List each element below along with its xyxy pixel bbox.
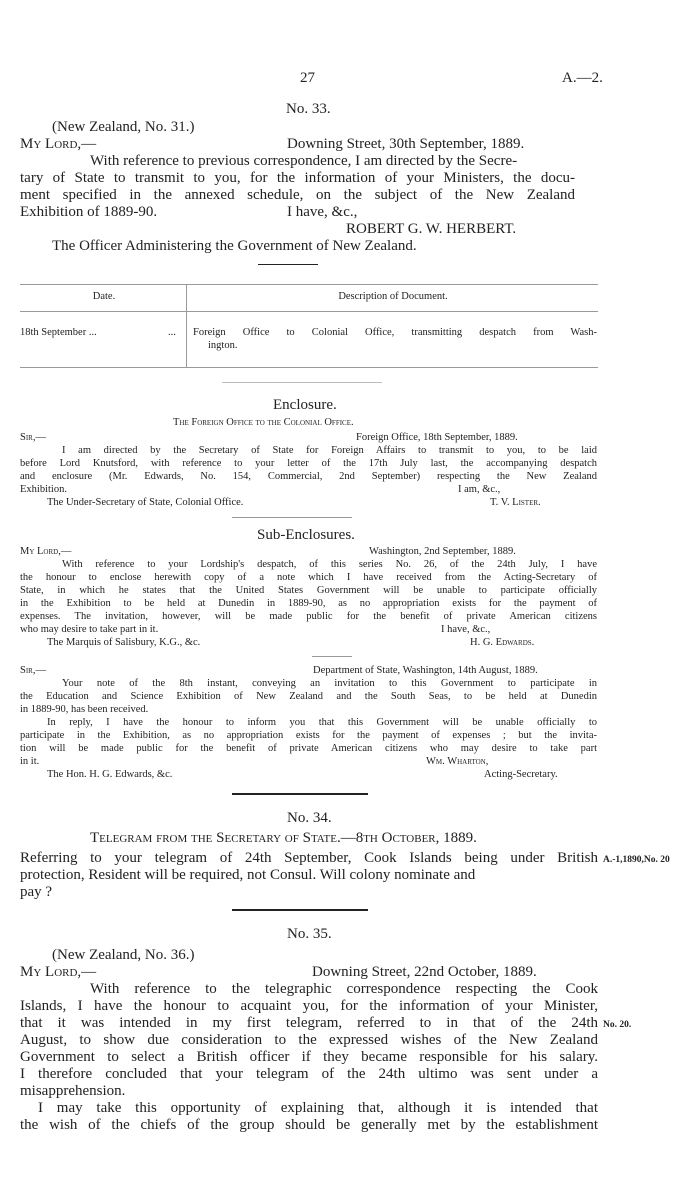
no34-body-line: pay ?	[20, 884, 53, 900]
sub1-body-line: expenses. The invitation, however, will be made public for the benefit of private American citizens	[20, 611, 597, 622]
enclosure-place-date: Foreign Office, 18th September, 1889.	[356, 432, 518, 443]
enclosure-subtitle: The Foreign Office to the Colonial Office.	[173, 417, 354, 428]
no35-body-line: I may take this opportunity of explaining that, although it is intended that	[38, 1100, 598, 1116]
sub2-body-line: In reply, I have the honour to inform you that this Government will be unable officially to	[47, 717, 597, 728]
section-divider	[232, 909, 368, 911]
sub2-body-line: the Education and Science Exhibition of New Zealand and the South Seas, to be held at Dunedin	[20, 691, 597, 702]
no33-dispatch-number: (New Zealand, No. 31.)	[52, 119, 195, 135]
enclosure-closing: I am, &c.,	[458, 484, 501, 495]
no35-body-line: Government to select a British officer if they became responsible for his salary.	[20, 1049, 598, 1065]
sub1-place-date: Washington, 2nd September, 1889.	[369, 546, 516, 557]
section-divider	[232, 793, 368, 795]
no34-title: Telegram from the Secretary of State.—8th October, 1889.	[90, 830, 477, 846]
sub1-body-line: State, in which he states that the United States Government will be unable to participate officially	[20, 585, 597, 596]
no35-body-line: the wish of the chiefs of the group should be generally met by the establishment	[20, 1117, 598, 1133]
no33-closing: I have, &c.,	[287, 204, 358, 220]
page-number: 27	[300, 70, 315, 86]
enclosure-divider	[232, 517, 352, 518]
no33-place-date: Downing Street, 30th September, 1889.	[287, 136, 525, 152]
sub2-body-line: tion will be made public for the benefit of private American citizens who may desire to take part	[20, 743, 597, 754]
no35-body-line: I therefore concluded that your telegram of the 24th ultimo was sent under a	[20, 1066, 598, 1082]
no33-body-line: tary of State to transmit to you, for the information of your Ministers, the docu-	[20, 170, 575, 186]
enclosure-body-line: I am directed by the Secretary of State for Foreign Affairs to transmit to you, to be laid	[62, 445, 597, 456]
schedule-top-rule	[20, 284, 598, 285]
no34-body-line: Referring to your telegram of 24th September, Cook Islands being under British	[20, 850, 598, 866]
schedule-column-divider	[186, 284, 187, 368]
schedule-row-leader: ...	[168, 327, 176, 338]
enclosure-body-line: before Lord Knutsford, with reference to your letter of the 17th July last, the accompanying despatch	[20, 458, 597, 469]
no35-margin-reference: No. 20.	[603, 1020, 632, 1030]
sub1-closing: I have, &c.,	[441, 624, 491, 635]
schedule-under-rule	[222, 382, 382, 383]
schedule-header-rule	[20, 311, 598, 312]
schedule-row-description-cont: ington.	[208, 340, 238, 351]
enclosure-body-line: and enclosure (Mr. Edwards, No. 154, Commercial, 2nd September) respecting the New Zealand	[20, 471, 597, 482]
sub-enclosure-divider	[312, 656, 352, 657]
schedule-row-date: 18th September ...	[20, 327, 97, 338]
no34-body-line: protection, Resident will be required, not Consul. Will colony nominate and	[20, 867, 476, 883]
no33-body-line: With reference to previous correspondence, I am directed by the Secre-	[90, 153, 518, 169]
sub2-salutation: Sir,—	[20, 665, 46, 676]
no33-addressee: The Officer Administering the Government of New Zealand.	[52, 238, 417, 254]
sub2-signature: Wm. Wharton,	[426, 756, 489, 767]
sub2-body-line: Your note of the 8th instant, conveying an invitation to this Government to participate in	[62, 678, 597, 689]
enclosure-salutation: Sir,—	[20, 432, 46, 443]
no35-body-line: Islands, I have the honour to acquaint you, for the information of your Minister,	[20, 998, 598, 1014]
no33-salutation: My Lord,—	[20, 136, 97, 152]
sub1-body-line: With reference to your Lordship's despatch, of this series No. 26, of the 24th July, I have	[62, 559, 597, 570]
schedule-header-description: Description of Document.	[338, 291, 448, 302]
sub2-body-line: participate in the Exhibition, as no appropriation exists for the payment of expenses ; but the invita-	[20, 730, 597, 741]
no35-dispatch-number: (New Zealand, No. 36.)	[52, 947, 195, 963]
schedule-header-date: Date.	[92, 291, 116, 302]
no34-margin-reference: A.-1,1890,No. 20	[603, 855, 670, 865]
no35-body-line: August, to show due consideration to the expressed wishes of the New Zealand	[20, 1032, 598, 1048]
no33-body-line: Exhibition of 1889-90.	[20, 204, 158, 220]
no35-salutation: My Lord,—	[20, 964, 97, 980]
sub1-salutation: My Lord,—	[20, 546, 72, 557]
enclosure-signature: T. V. Lister.	[490, 497, 541, 508]
schedule-row-description: Foreign Office to Colonial Office, transmitting despatch from Wash-	[193, 327, 597, 338]
no33-signature: ROBERT G. W. HERBERT.	[346, 221, 517, 237]
section-divider	[258, 264, 318, 265]
sub1-body-line: who may desire to take part in it.	[20, 624, 159, 635]
no34-heading: No. 34.	[287, 810, 332, 826]
sub2-body-line: in it.	[20, 756, 40, 767]
sub2-place-date: Department of State, Washington, 14th August, 1889.	[313, 665, 538, 676]
sub-enclosures-heading: Sub-Enclosures.	[257, 527, 355, 543]
paper-reference: A.—2.	[562, 70, 603, 86]
enclosure-body-line: Exhibition.	[20, 484, 67, 495]
no35-heading: No. 35.	[287, 926, 332, 942]
sub1-body-line: the honour to enclose herewith copy of a note which I have received from the Acting-Secretary of	[20, 572, 597, 583]
no35-body-line: With reference to the telegraphic correspondence respecting the Cook	[90, 981, 598, 997]
sub2-addressee: The Hon. H. G. Edwards, &c.	[47, 769, 173, 780]
no33-body-line: ment specified in the annexed schedule, on the subject of the New Zealand	[20, 187, 575, 203]
no35-place-date: Downing Street, 22nd October, 1889.	[312, 964, 537, 980]
sub1-signature: H. G. Edwards.	[470, 637, 535, 648]
no35-body-line: that it was intended in my first telegram, referred to in that of the 24th	[20, 1015, 598, 1031]
sub2-body-line: in 1889-90, has been received.	[20, 704, 149, 715]
enclosure-heading: Enclosure.	[273, 397, 337, 413]
schedule-bottom-rule	[20, 367, 598, 368]
no33-heading: No. 33.	[286, 101, 331, 117]
enclosure-addressee: The Under-Secretary of State, Colonial Office.	[47, 497, 244, 508]
sub2-title: Acting-Secretary.	[484, 769, 558, 780]
sub1-addressee: The Marquis of Salisbury, K.G., &c.	[47, 637, 201, 648]
no35-body-line: misapprehension.	[20, 1083, 126, 1099]
sub1-body-line: in the Exhibition to be held at Dunedin in 1889-90, as no appropriation exists for the payment of	[20, 598, 597, 609]
